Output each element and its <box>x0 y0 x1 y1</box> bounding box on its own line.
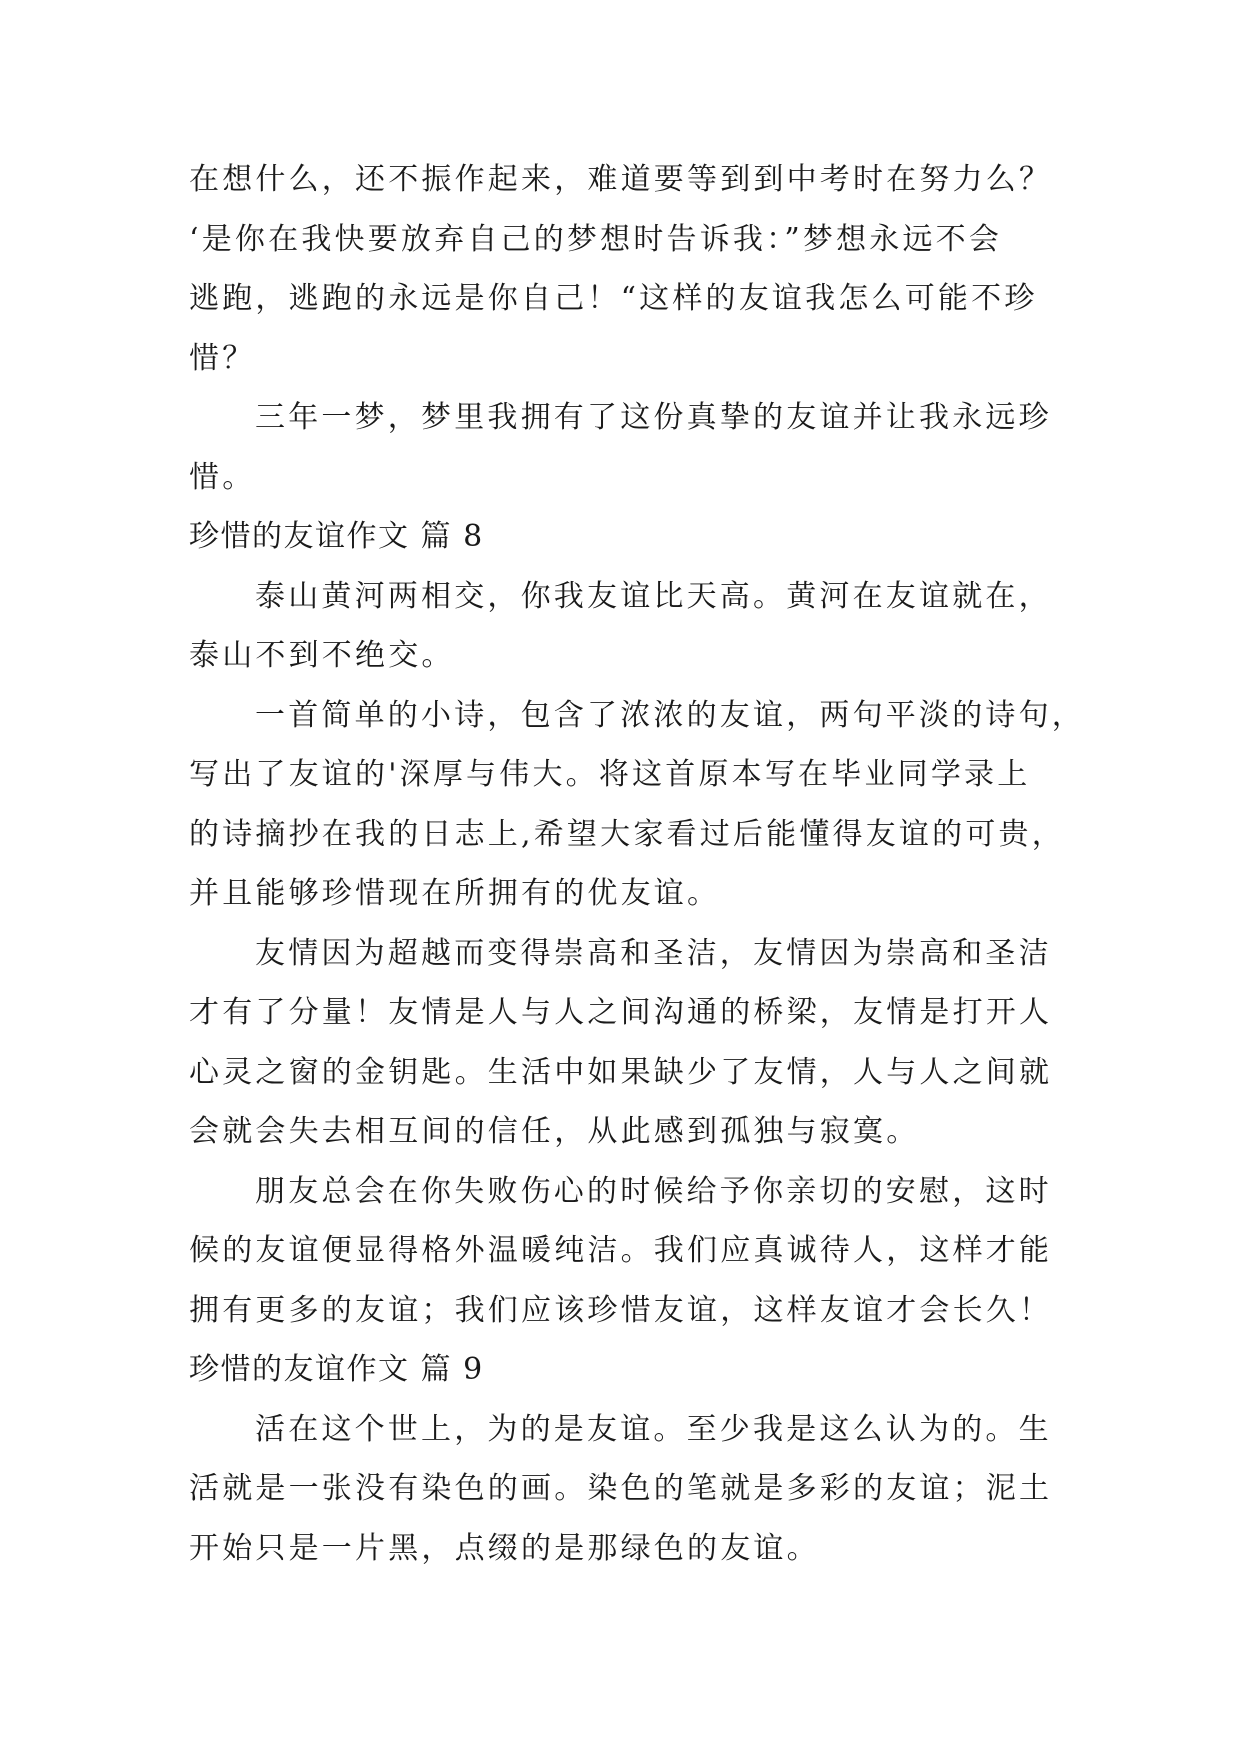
text-line: 候的友谊便显得格外温暖纯洁。我们应真诚待人，这样才能 <box>189 1233 1053 1268</box>
text-line: 活就是一张没有染色的画。染色的笔就是多彩的友谊；泥土 <box>189 1471 1053 1506</box>
section-heading: 珍惜的友谊作文 篇 8 <box>189 519 484 554</box>
text-line: 泰山不到不绝交。 <box>189 638 455 673</box>
paragraph-first-line: 友情因为超越而变得崇高和圣洁，友情因为崇高和圣洁 <box>255 935 1052 971</box>
text-line: 在想什么，还不振作起来，难道要等到到中考时在努力么？ <box>189 162 1053 197</box>
text-line: 并且能够珍惜现在所拥有的优友谊。 <box>189 876 721 911</box>
paragraph-first-line: 朋友总会在你失败伤心的时候给予你亲切的安慰，这时 <box>255 1173 1052 1209</box>
section-heading: 珍惜的友谊作文 篇 9 <box>189 1352 484 1387</box>
text-line: ‘是你在我快要放弃自己的梦想时告诉我：”梦想永远不会 <box>189 221 1003 257</box>
text-line: 的诗摘抄在我的日志上,希望大家看过后能懂得友谊的可贵， <box>189 816 1065 852</box>
text-line: 逃跑，逃跑的永远是你自己！“这样的友谊我怎么可能不珍 <box>189 281 1038 316</box>
paragraph-first-line: 一首简单的小诗，包含了浓浓的友谊，两句平淡的诗句， <box>255 697 1085 733</box>
text-line: 惜。 <box>189 459 256 495</box>
paragraph-first-line: 泰山黄河两相交，你我友谊比天高。黄河在友谊就在， <box>255 578 1052 614</box>
text-line: 会就会失去相互间的信任，从此感到孤独与寂寞。 <box>189 1114 920 1149</box>
text-line: 开始只是一片黑，点缀的是那绿色的友谊。 <box>189 1530 820 1566</box>
text-line: 心灵之窗的金钥匙。生活中如果缺少了友情，人与人之间就 <box>189 1054 1053 1090</box>
text-line: 拥有更多的友谊；我们应该珍惜友谊，这样友谊才会长久！ <box>189 1292 1053 1328</box>
document-body <box>189 150 1085 1578</box>
text-line: 写出了友谊的'深厚与伟大。将这首原本写在毕业同学录上 <box>189 757 1031 792</box>
paragraph-first-line: 活在这个世上，为的是友谊。至少我是这么认为的。生 <box>255 1411 1052 1447</box>
text-line: 惜？ <box>189 340 256 376</box>
paragraph-first-line: 三年一梦，梦里我拥有了这份真挚的友谊并让我永远珍 <box>255 400 1052 435</box>
text-line: 才有了分量！友情是人与人之间沟通的桥梁，友情是打开人 <box>189 995 1053 1030</box>
